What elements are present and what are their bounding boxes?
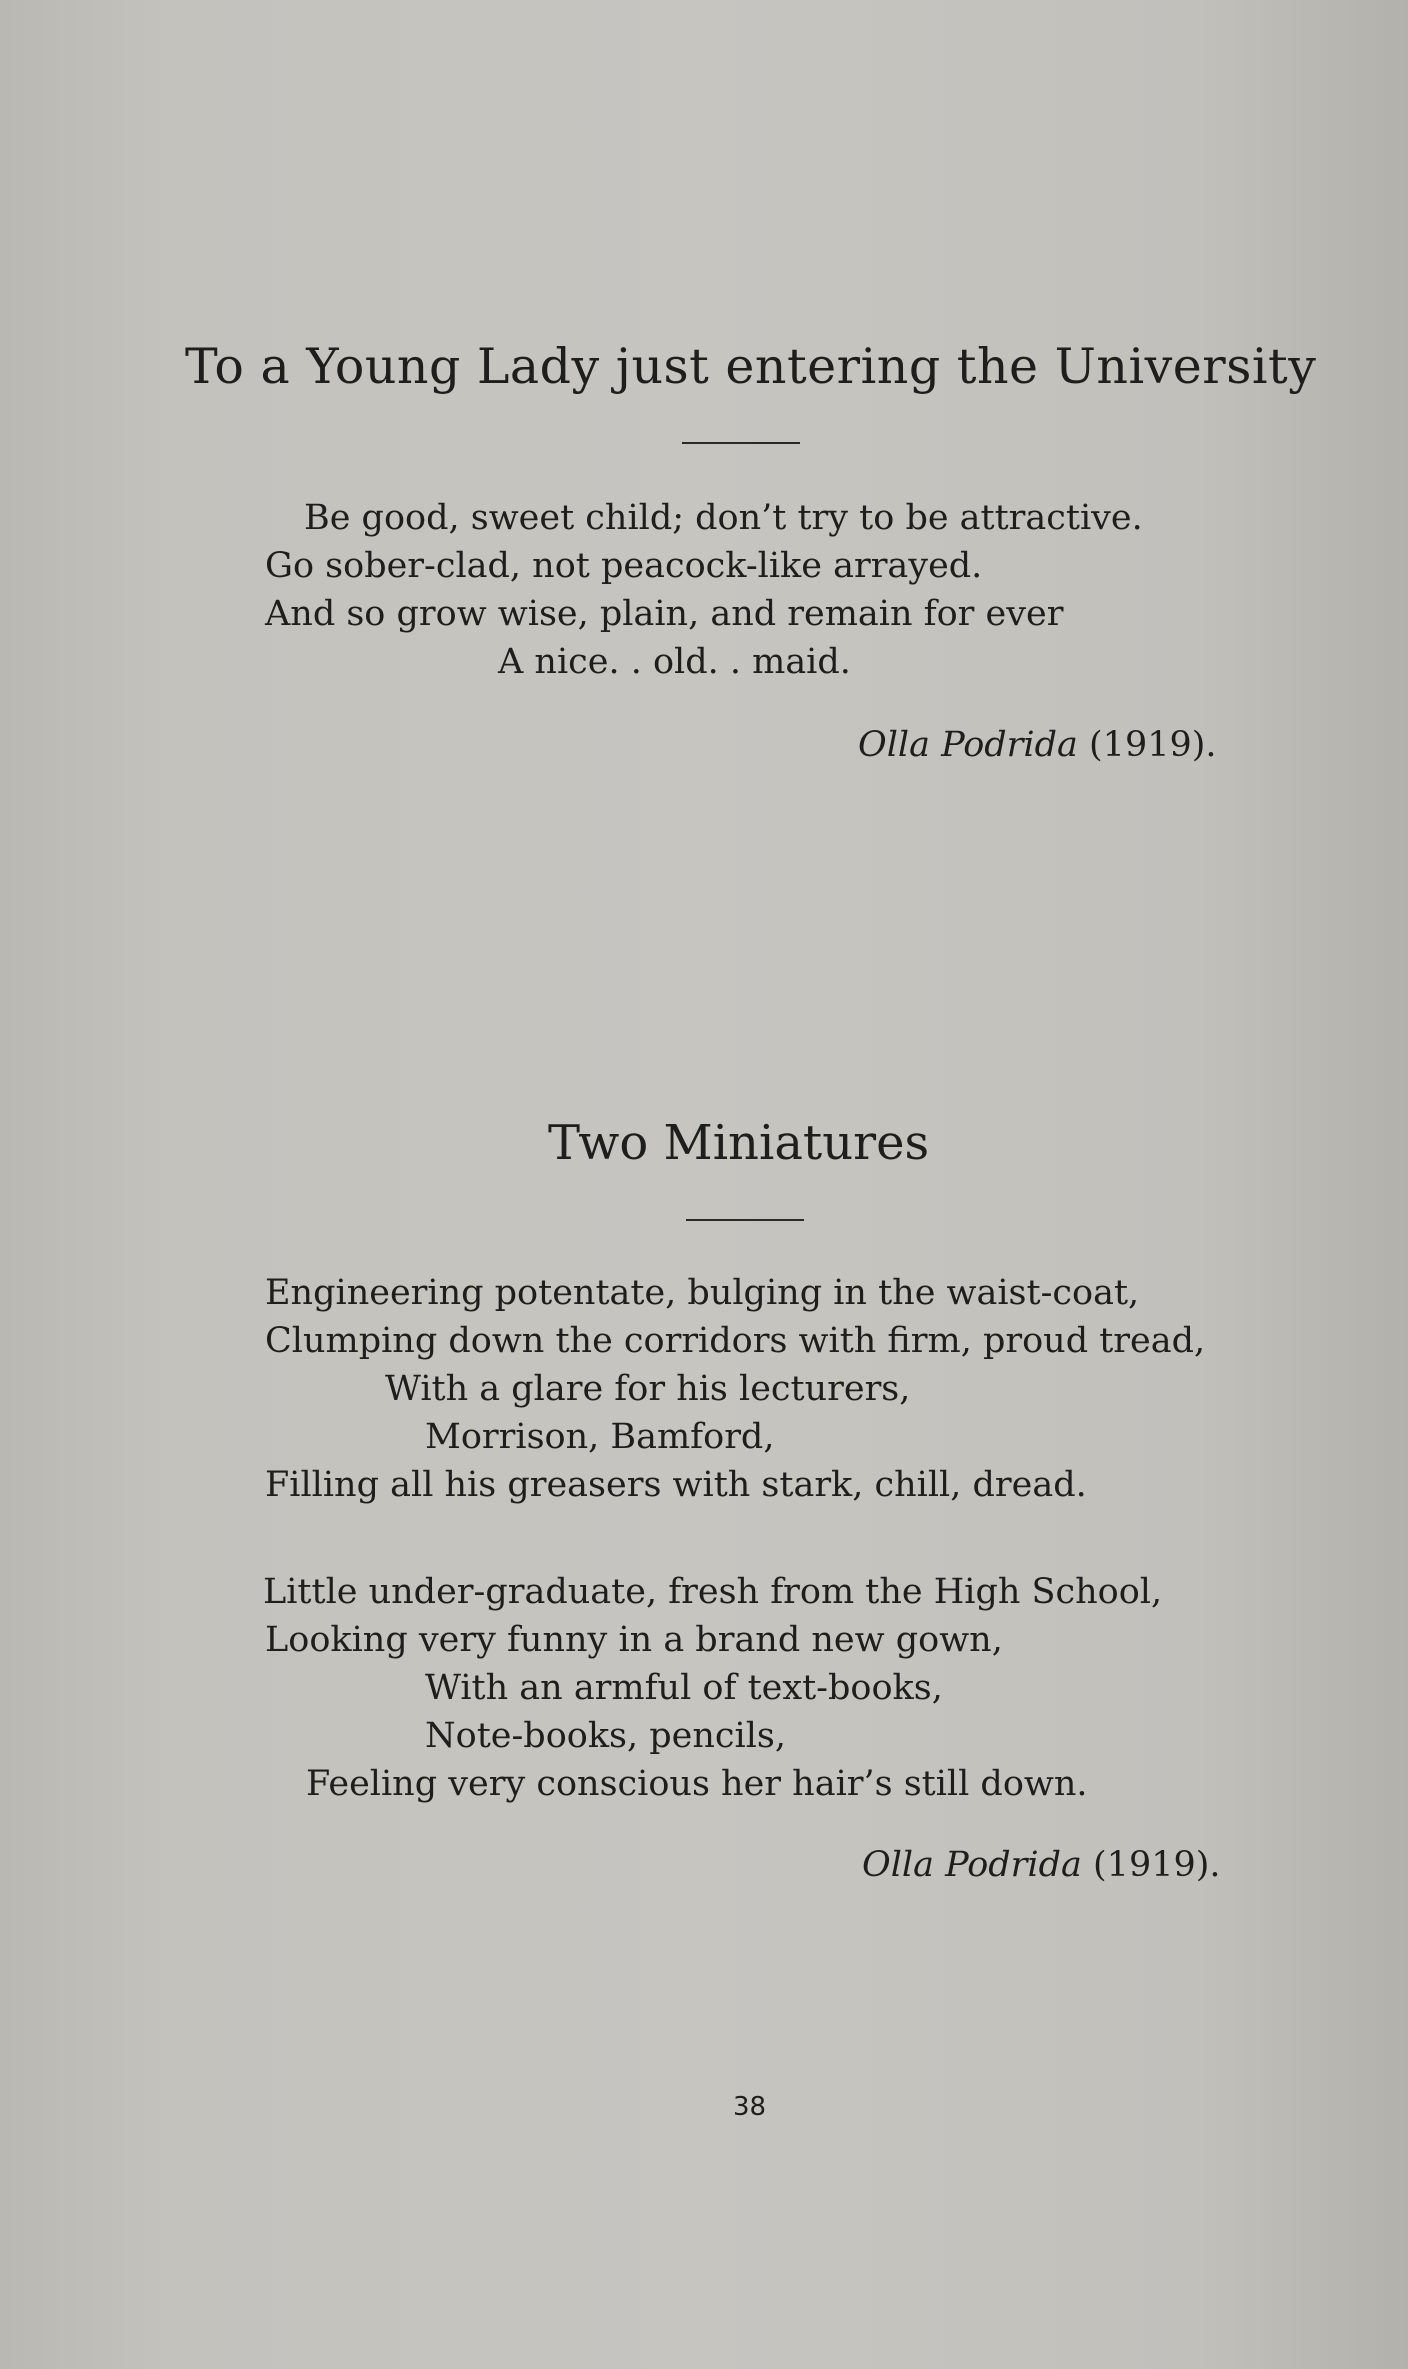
- poem2-stanza1-line-2: Clumping down the corridors with firm, proud tread,: [265, 1321, 1206, 1361]
- poem1-attribution: [858, 725, 1217, 765]
- page-number: 38: [733, 2092, 767, 2122]
- poem2-attribution-work: Olla Podrida: [862, 1845, 1082, 1885]
- poem1-attribution-work: Olla Podrida: [858, 725, 1078, 765]
- poem2-stanza2-line-5: Feeling very conscious her hair’s still down.: [306, 1764, 1088, 1804]
- poem1-line-1: Be good, sweet child; don’t try to be attractive.: [304, 498, 1143, 538]
- poem2-stanza1-line-1: Engineering potentate, bulging in the waist-coat,: [265, 1273, 1140, 1313]
- poem1-line-2: Go sober-clad, not peacock-like arrayed.: [265, 546, 983, 586]
- poem2-stanza2-line-4: Note-books, pencils,: [425, 1716, 787, 1756]
- poem2-stanza1-line-5: Filling all his greasers with stark, chill, dread.: [265, 1465, 1087, 1505]
- poem2-attribution-year: (1919).: [1093, 1845, 1221, 1885]
- poem1-line-3: And so grow wise, plain, and remain for ever: [265, 594, 1064, 634]
- poem2-title: Two Miniatures: [548, 1115, 930, 1171]
- poem2-stanza2-line-2: Looking very funny in a brand new gown,: [265, 1620, 1003, 1660]
- poem1-title-rule: [682, 442, 800, 444]
- poem1-title: To a Young Lady just entering the University: [185, 338, 1317, 395]
- poem2-stanza1-line-3: With a glare for his lecturers,: [385, 1369, 911, 1409]
- poem2-stanza2-line-1: Little under-graduate, fresh from the High School,: [263, 1572, 1163, 1612]
- poem2-attribution: [862, 1845, 1221, 1885]
- poem1-line-4: A nice. . old. . maid.: [498, 642, 851, 682]
- poem2-stanza1-line-4: Morrison, Bamford,: [425, 1417, 775, 1457]
- poem1-attribution-year: (1919).: [1089, 725, 1217, 765]
- poem2-stanza2-line-3: With an armful of text-books,: [425, 1668, 943, 1708]
- poem2-title-rule: [686, 1219, 804, 1221]
